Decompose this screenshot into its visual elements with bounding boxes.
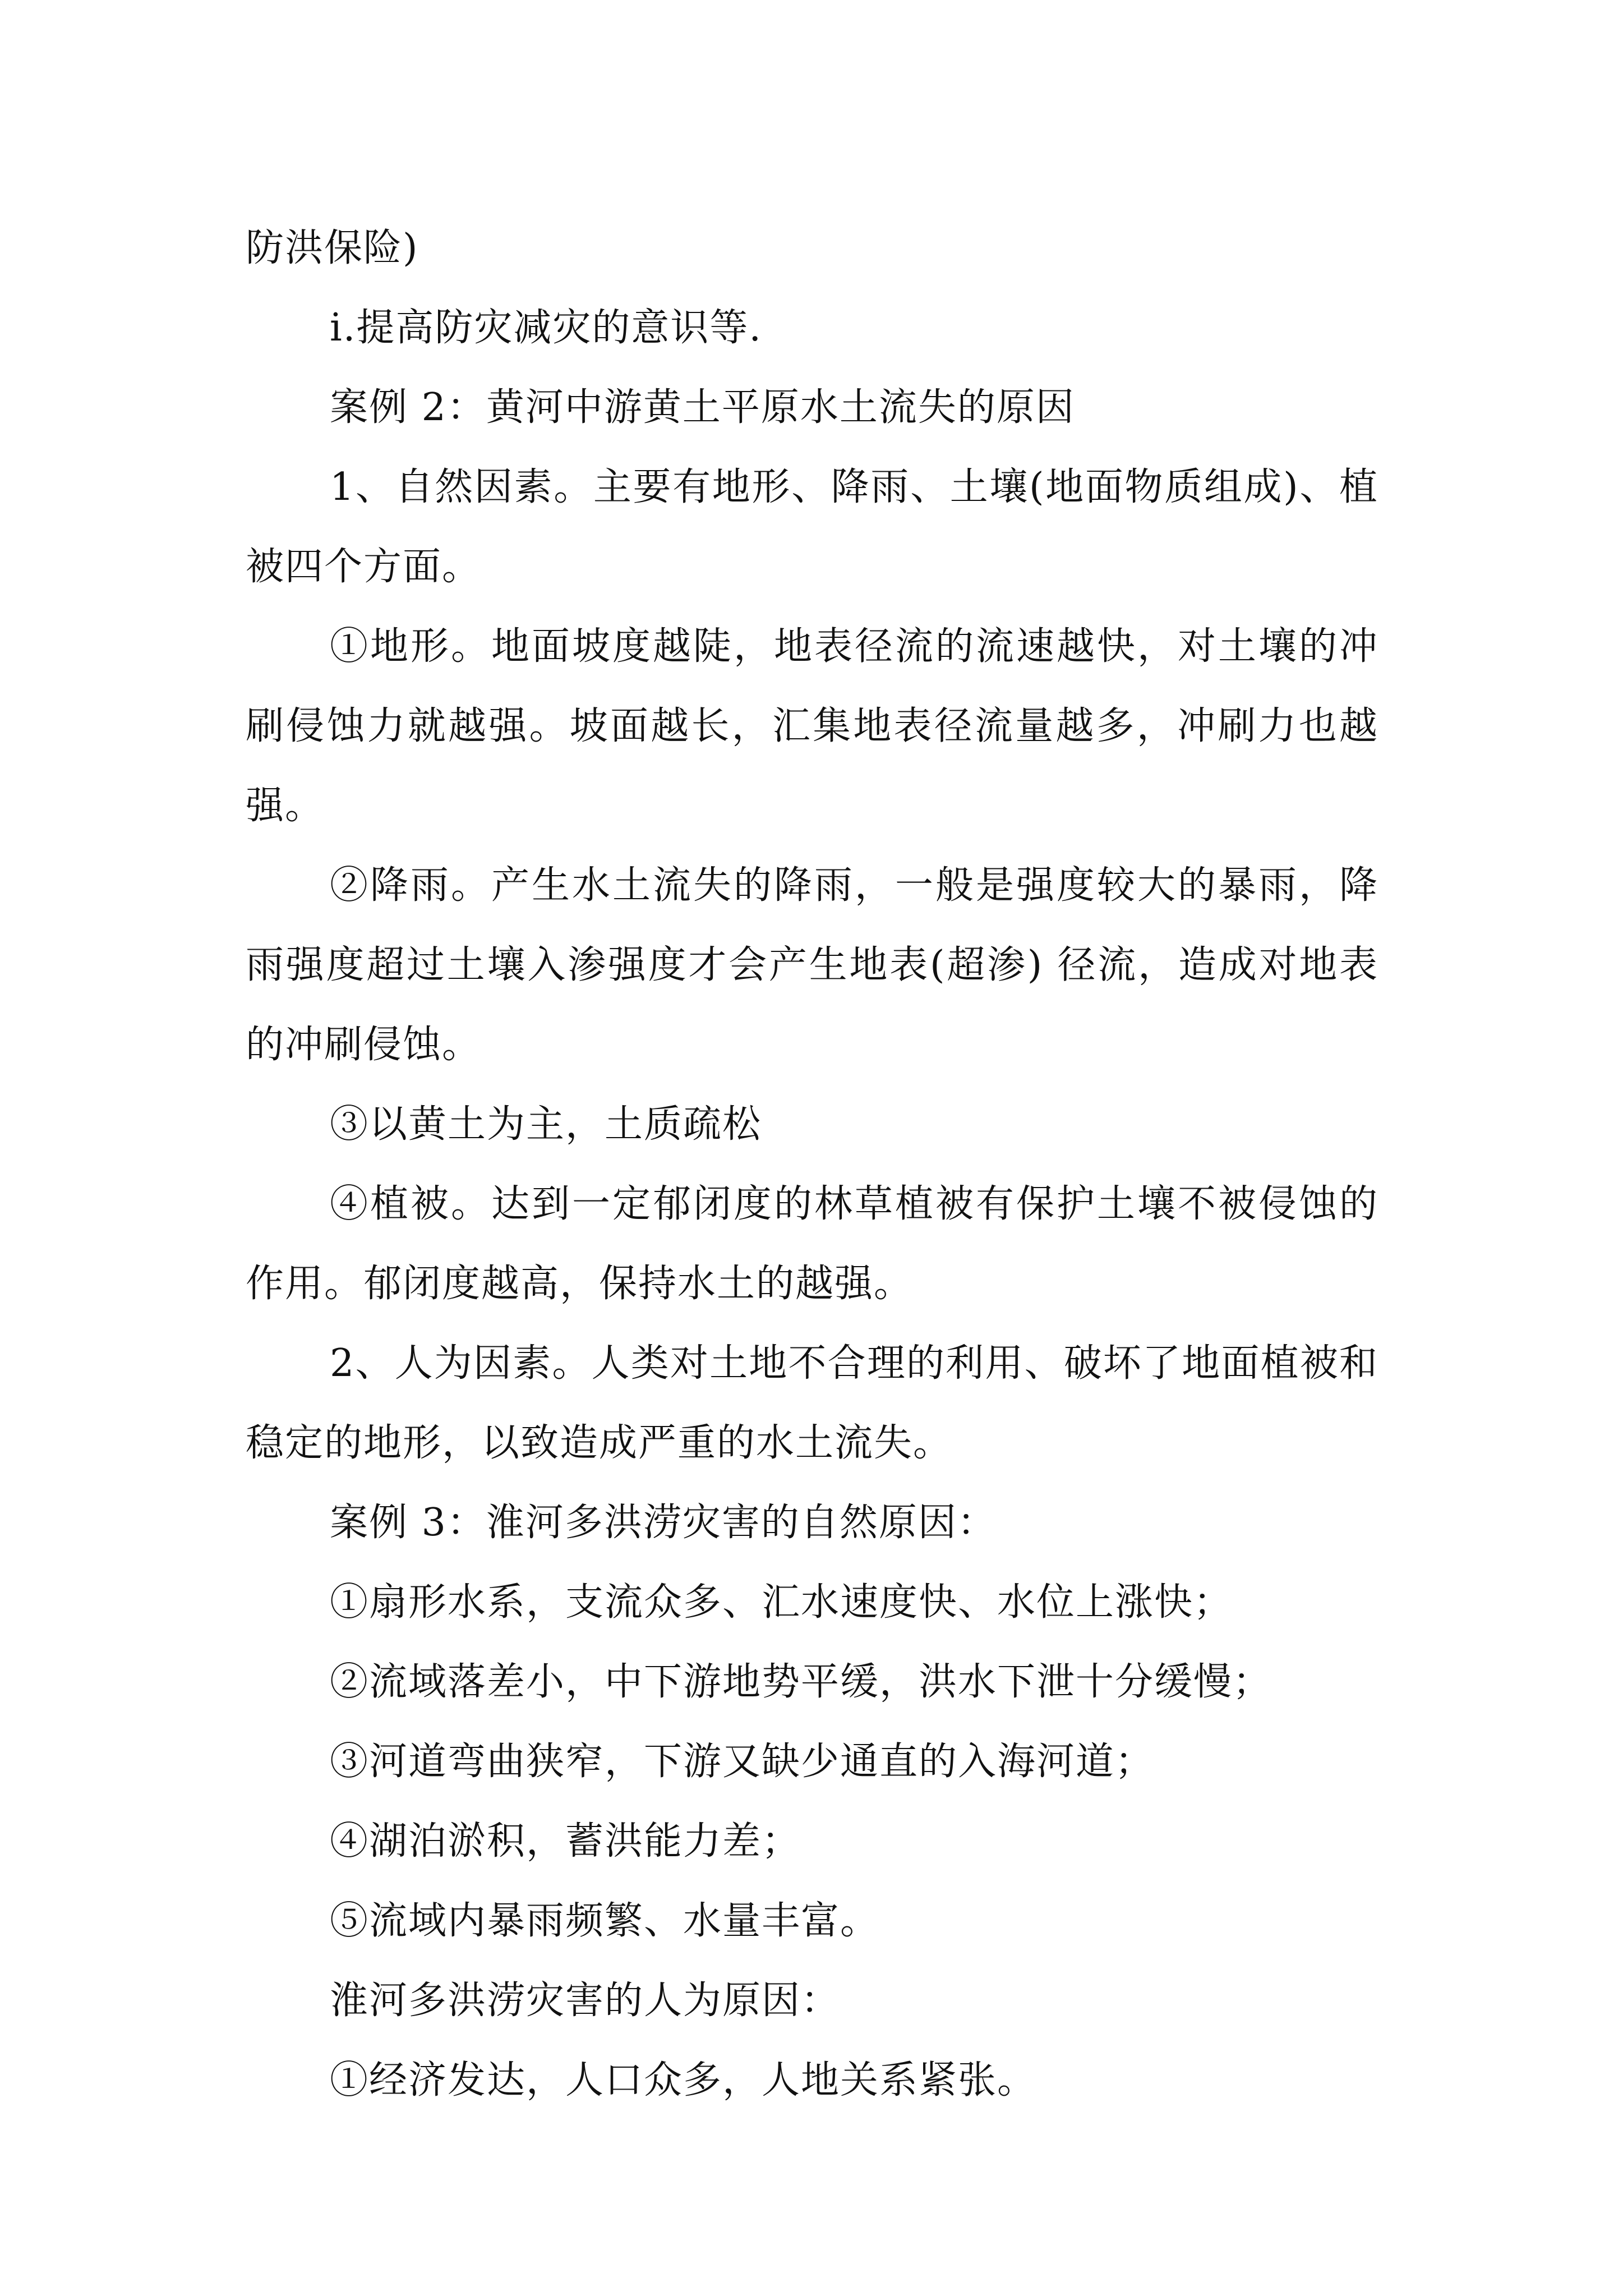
case-heading: 案例 3：淮河多洪涝灾害的自然原因：	[330, 1501, 997, 1545]
paragraph: ③以黄土为主，土质疏松	[330, 1102, 762, 1147]
paragraph: ①地形。地面坡度越陡，地表径流的流速越快，对土壤的冲刷侵蚀力就越强。坡面越长，汇集地表径流量越多，冲刷力也越强。	[246, 624, 1378, 828]
paragraph: 防洪保险)	[246, 226, 419, 270]
paragraph: 1、自然因素。主要有地形、降雨、土壤(地面物质组成)、植被四个方面。	[246, 465, 1378, 589]
paragraph: 2、人为因素。人类对土地不合理的利用、破坏了地面植被和稳定的地形，以致造成严重的水土流失。	[246, 1341, 1378, 1465]
list-item: ③河道弯曲狭窄，下游又缺少通直的入海河道；	[330, 1740, 1155, 1784]
paragraph: ②降雨。产生水土流失的降雨，一般是强度较大的暴雨，降雨强度超过土壤入渗强度才会产生地表(超渗) 径流，造成对地表的冲刷侵蚀。	[246, 863, 1378, 1067]
list-item: ②流域落差小，中下游地势平缓，洪水下泄十分缓慢；	[330, 1660, 1272, 1704]
paragraph: i.提高防灾减灾的意识等.	[330, 306, 762, 350]
list-item: ⑤流域内暴雨频繁、水量丰富。	[330, 1899, 880, 1943]
section-heading: 淮河多洪涝灾害的人为原因：	[330, 1978, 841, 2023]
paragraph: ④植被。达到一定郁闭度的林草植被有保护土壤不被侵蚀的作用。郁闭度越高，保持水土的越强。	[246, 1182, 1378, 1306]
document-body	[246, 209, 1378, 2120]
list-item: ①经济发达，人口众多，人地关系紧张。	[330, 2058, 1037, 2102]
list-item: ④湖泊淤积，蓄洪能力差；	[330, 1819, 801, 1864]
case-heading: 案例 2：黄河中游黄土平原水土流失的原因	[330, 385, 1075, 430]
list-item: ①扇形水系，支流众多、汇水速度快、水位上涨快；	[330, 1580, 1233, 1625]
